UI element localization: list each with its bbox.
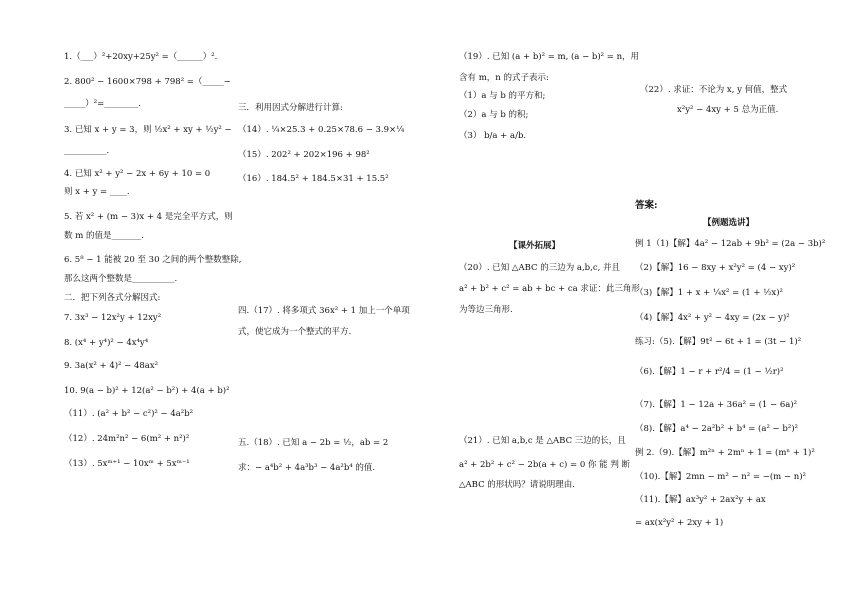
- question-6-cont: 那么这两个整数是__________.: [64, 274, 178, 284]
- question-10: 10. 9(a − b)² + 12(a² − b²) + 4(a + b)²: [64, 386, 230, 396]
- extension-heading: 【课外拓展】: [509, 241, 561, 251]
- question-4: 4. 已知 x² + y² − 2x + 6y + 10 = 0: [64, 169, 211, 179]
- question-19-cont: 含有 m，n 的式子表示:: [459, 73, 549, 83]
- examples-heading: 【例题选讲】: [703, 218, 755, 228]
- question-19-part-1: （1）a 与 b 的平方和;: [459, 91, 546, 101]
- question-9: 9. 3a(x² + 4)² − 48ax²: [64, 361, 159, 371]
- section-2-heading: 二．把下列各式分解因式:: [64, 293, 161, 303]
- answer-5: 练习:（5).【解】9t² − 6t + 1 = (3t − 1)²: [635, 337, 802, 347]
- question-18-cont: 求：− a⁴b² + 4a³b³ − 4a²b⁴ 的值.: [238, 463, 376, 473]
- question-1: 1.（___）²+20xy+25y² =（______）².: [64, 52, 218, 62]
- answer-11: （11).【解】ax³y² + 2ax²y + ax: [635, 495, 766, 505]
- question-19: （19）. 已知 (a + b)² = m, (a − b)² = n，用: [459, 52, 640, 62]
- question-3-cont: __________.: [64, 146, 110, 156]
- question-14: （14）. ¼×25.3 + 0.25×78.6 − 3.9×¼: [238, 125, 405, 135]
- answer-6: （6).【解】1 − r + r²/4 = (1 − ½r)²: [635, 367, 784, 377]
- answer-9: 例 2.（9).【解】m²ⁿ + 2mⁿ + 1 = (mⁿ + 1)²: [635, 448, 815, 458]
- question-22: （22）. 求证：不论为 x, y 何值，整式: [640, 85, 788, 95]
- question-12: （12）. 24m²n² − 6(m² + n²)²: [64, 434, 190, 444]
- section-3-heading: 三．利用因式分解进行计算:: [238, 103, 343, 113]
- question-16: （16）. 184.5² + 184.5×31 + 15.5²: [238, 174, 389, 184]
- question-17-cont: 式，使它成为一个整式的平方.: [238, 327, 352, 337]
- column-4: [635, 0, 860, 595]
- answer-10: （10).【解】2mn − m² − n² = −(m − n)²: [635, 472, 806, 482]
- answer-2: （2)【解】16 − 8xy + x²y² = (4 − xy)²: [635, 263, 796, 273]
- question-21-cont-2: △ABC 的形状吗？请说明理由.: [459, 480, 575, 490]
- question-4-cont: 则 x + y = ____.: [64, 187, 130, 197]
- question-3: 3. 已知 x + y = 3，则 ½x² + xy + ½y² −: [64, 125, 232, 135]
- question-20: （20）. 已知 △ABC 的三边为 a,b,c, 并且: [459, 263, 620, 273]
- question-2: 2. 800² − 1600×798 + 798² =（_____−: [64, 77, 231, 87]
- answer-8: （8).【解】a⁴ − 2a²b² + b⁴ = (a² − b²)²: [635, 424, 798, 434]
- answers-heading: 答案:: [635, 200, 658, 211]
- question-13: （13）. 5xᵐ⁺¹ − 10xᵐ + 5xᵐ⁻¹: [64, 459, 190, 469]
- question-15: （15）. 202² + 202×196 + 98²: [238, 150, 370, 160]
- answer-4: （4)【解】4x² + y² − 4xy = (2x − y)²: [635, 313, 790, 323]
- question-19-part-3: （3） b/a + a/b.: [459, 131, 527, 141]
- question-19-part-2: （2）a 与 b 的积;: [459, 110, 529, 120]
- question-20-cont-2: 为等边三角形.: [459, 305, 513, 315]
- question-21-cont: a² + 2b² + c² − 2b(a + c) = 0 你 能 判 断: [459, 460, 631, 470]
- question-2-cont: _____）²=________.: [64, 99, 141, 109]
- answer-1: 例 1（1)【解】4a² − 12ab + 9b² = (2a − 3b)²: [635, 239, 826, 249]
- question-8: 8. (x⁴ + y⁴)² − 4x⁴y⁴: [64, 338, 149, 348]
- question-7: 7. 3x³ − 12x²y + 12xy²: [64, 313, 162, 323]
- answer-11-cont: = ax(x²y² + 2xy + 1): [635, 518, 724, 528]
- question-18: 五.（18）. 已知 a − 2b = ½，ab = 2: [238, 438, 389, 448]
- question-6: 6. 5⁸ − 1 能被 20 至 30 之间的两个整数整除,: [64, 255, 242, 265]
- column-1: [0, 0, 242, 595]
- column-3: [445, 0, 640, 595]
- question-20-cont: a² + b² + c² = ab + bc + ca 求证：此三角形: [459, 284, 640, 294]
- question-21: （21）. 已知 a,b,c 是 △ABC 三边的长，且: [459, 436, 626, 446]
- column-2: [230, 0, 445, 595]
- question-5-cont: 数 m 的值是_______.: [64, 231, 144, 241]
- question-17: 四.（17）. 将多项式 36x² + 1 加上一个单项: [238, 306, 410, 316]
- answer-3: （3)【解】1 + x + ¼x² = (1 + ½x)²: [635, 288, 783, 298]
- question-11: （11）. (a² + b² − c²)² − 4a²b²: [64, 409, 194, 419]
- question-22-cont: x²y² − 4xy + 5 总为正值.: [677, 105, 779, 115]
- question-5: 5. 若 x² + (m − 3)x + 4 是完全平方式，则: [64, 212, 233, 222]
- answer-7: （7).【解】1 − 12a + 36a² = (1 − 6a)²: [635, 400, 798, 410]
